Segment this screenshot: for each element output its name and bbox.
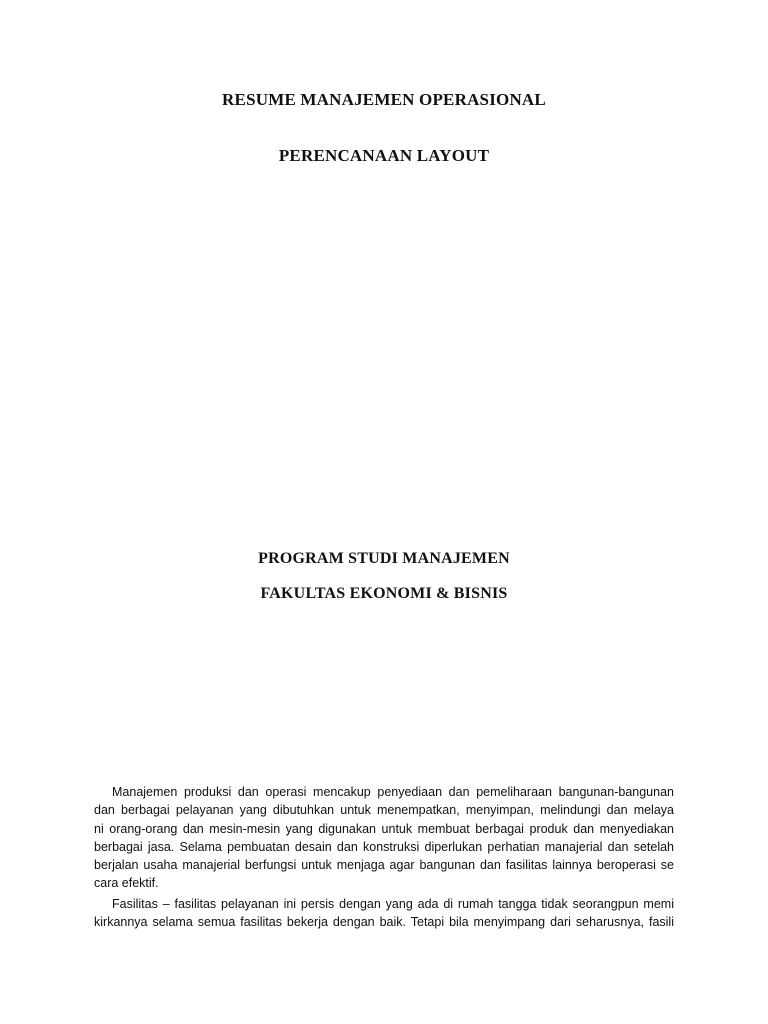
- paragraph-line: berjalan usaha manajerial berfungsi untuk menjaga agar bangunan dan fasilitas lainnya beroperasi se: [94, 858, 674, 873]
- paragraph-line: dan berbagai pelayanan yang dibutuhkan untuk menempatkan, menyimpan, melindungi dan melaya: [94, 803, 674, 818]
- document-title: RESUME MANAJEMEN OPERASIONAL: [222, 90, 546, 109]
- faculty-name: FAKULTAS EKONOMI & BISNIS: [260, 585, 508, 602]
- paragraph-line: berbagai jasa. Selama pembuatan desain dan konstruksi diperlukan perhatian manajerial dan setelah: [94, 839, 674, 854]
- paragraph-line: Manajemen produksi dan operasi mencakup penyediaan dan pemeliharaan bangunan-bangunan: [112, 785, 674, 799]
- body-paragraph-2: [94, 895, 674, 932]
- body-paragraph-1: [94, 783, 674, 893]
- paragraph-line: ni orang-orang dan mesin-mesin yang digunakan untuk membuat berbagai produk dan menyediakan: [94, 821, 674, 836]
- document-subtitle: PERENCANAAN LAYOUT: [278, 146, 490, 165]
- paragraph-line: kirkannya selama semua fasilitas bekerja dengan baik. Tetapi bila menyimpang dari seharusnya, fasili: [94, 915, 674, 930]
- study-program: PROGRAM STUDI MANAJEMEN: [258, 550, 510, 567]
- paragraph-line: cara efektif.: [94, 876, 159, 891]
- paragraph-line: Fasilitas – fasilitas pelayanan ini persis dengan yang ada di rumah tangga tidak seorangpun memi: [112, 897, 674, 911]
